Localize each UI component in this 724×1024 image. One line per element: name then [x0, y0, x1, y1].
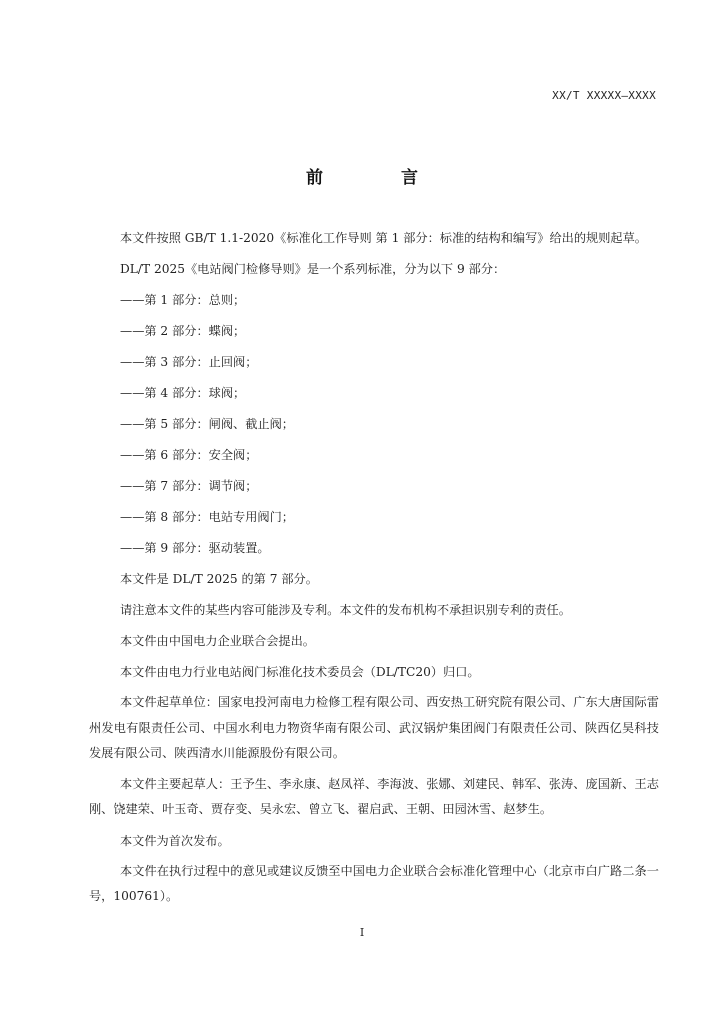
paragraph-proposed-by: 本文件由中国电力企业联合会提出。: [120, 634, 315, 648]
list-item-part-8: ——第 8 部分：电站专用阀门；: [120, 510, 294, 524]
list-item-part-2: ——第 2 部分：蝶阀；: [120, 324, 246, 338]
page-title: 前 言: [306, 168, 454, 188]
page-number: I: [359, 926, 365, 939]
paragraph-drafting-units: 本文件起草单位：国家电投河南电力检修工程有限公司、西安热工研究院有限公司、广东大唐国际雷州发电有限责任公司、中国水利电力物资华南有限公司、武汉锅炉集团阀门有限责任公司、陕西亿昊科技发展有限公司、陕西清水川能源股份有限公司。: [89, 695, 659, 760]
list-item-part-1: ——第 1 部分：总则；: [120, 293, 246, 307]
list-item-part-6: ——第 6 部分：安全阀；: [120, 448, 258, 462]
document-body: [89, 228, 659, 918]
document-code: XX/T XXXXX—XXXX: [552, 89, 656, 102]
paragraph-patent-notice: 请注意本文件的某些内容可能涉及专利。本文件的发布机构不承担识别专利的责任。: [120, 603, 571, 617]
paragraph-drafters: 本文件主要起草人：王予生、李永康、赵凤祥、李海波、张娜、刘建民、韩军、张涛、庞国新、王志刚、饶建荣、叶玉奇、贾存变、吴永宏、曾立飞、翟启武、王朝、田园沐雪、赵梦生。: [89, 776, 659, 816]
list-item-part-3: ——第 3 部分：止回阀；: [120, 355, 258, 369]
list-item-part-7: ——第 7 部分：调节阀；: [120, 479, 258, 493]
list-item-part-5: ——第 5 部分：闸阀、截止阀；: [120, 417, 294, 431]
paragraph-centralized-by: 本文件由电力行业电站阀门标准化技术委员会（DL/TC20）归口。: [120, 665, 480, 679]
paragraph-series-intro: DL/T 2025《电站阀门检修导则》是一个系列标准，分为以下 9 部分：: [120, 262, 506, 276]
paragraph-drafting-rules: 本文件按照 GB/T 1.1-2020《标准化工作导则 第 1 部分：标准的结构和编写》给出的规则起草。: [120, 231, 647, 245]
paragraph-feedback: 本文件在执行过程中的意见或建议反馈至中国电力企业联合会标准化管理中心（北京市白广路二条一号，100761）。: [89, 863, 659, 903]
paragraph-part-statement: 本文件是 DL/T 2025 的第 7 部分。: [120, 572, 318, 586]
paragraph-first-release: 本文件为首次发布。: [120, 833, 230, 848]
list-item-part-9: ——第 9 部分：驱动装置。: [120, 541, 270, 555]
list-item-part-4: ——第 4 部分：球阀；: [120, 386, 246, 400]
